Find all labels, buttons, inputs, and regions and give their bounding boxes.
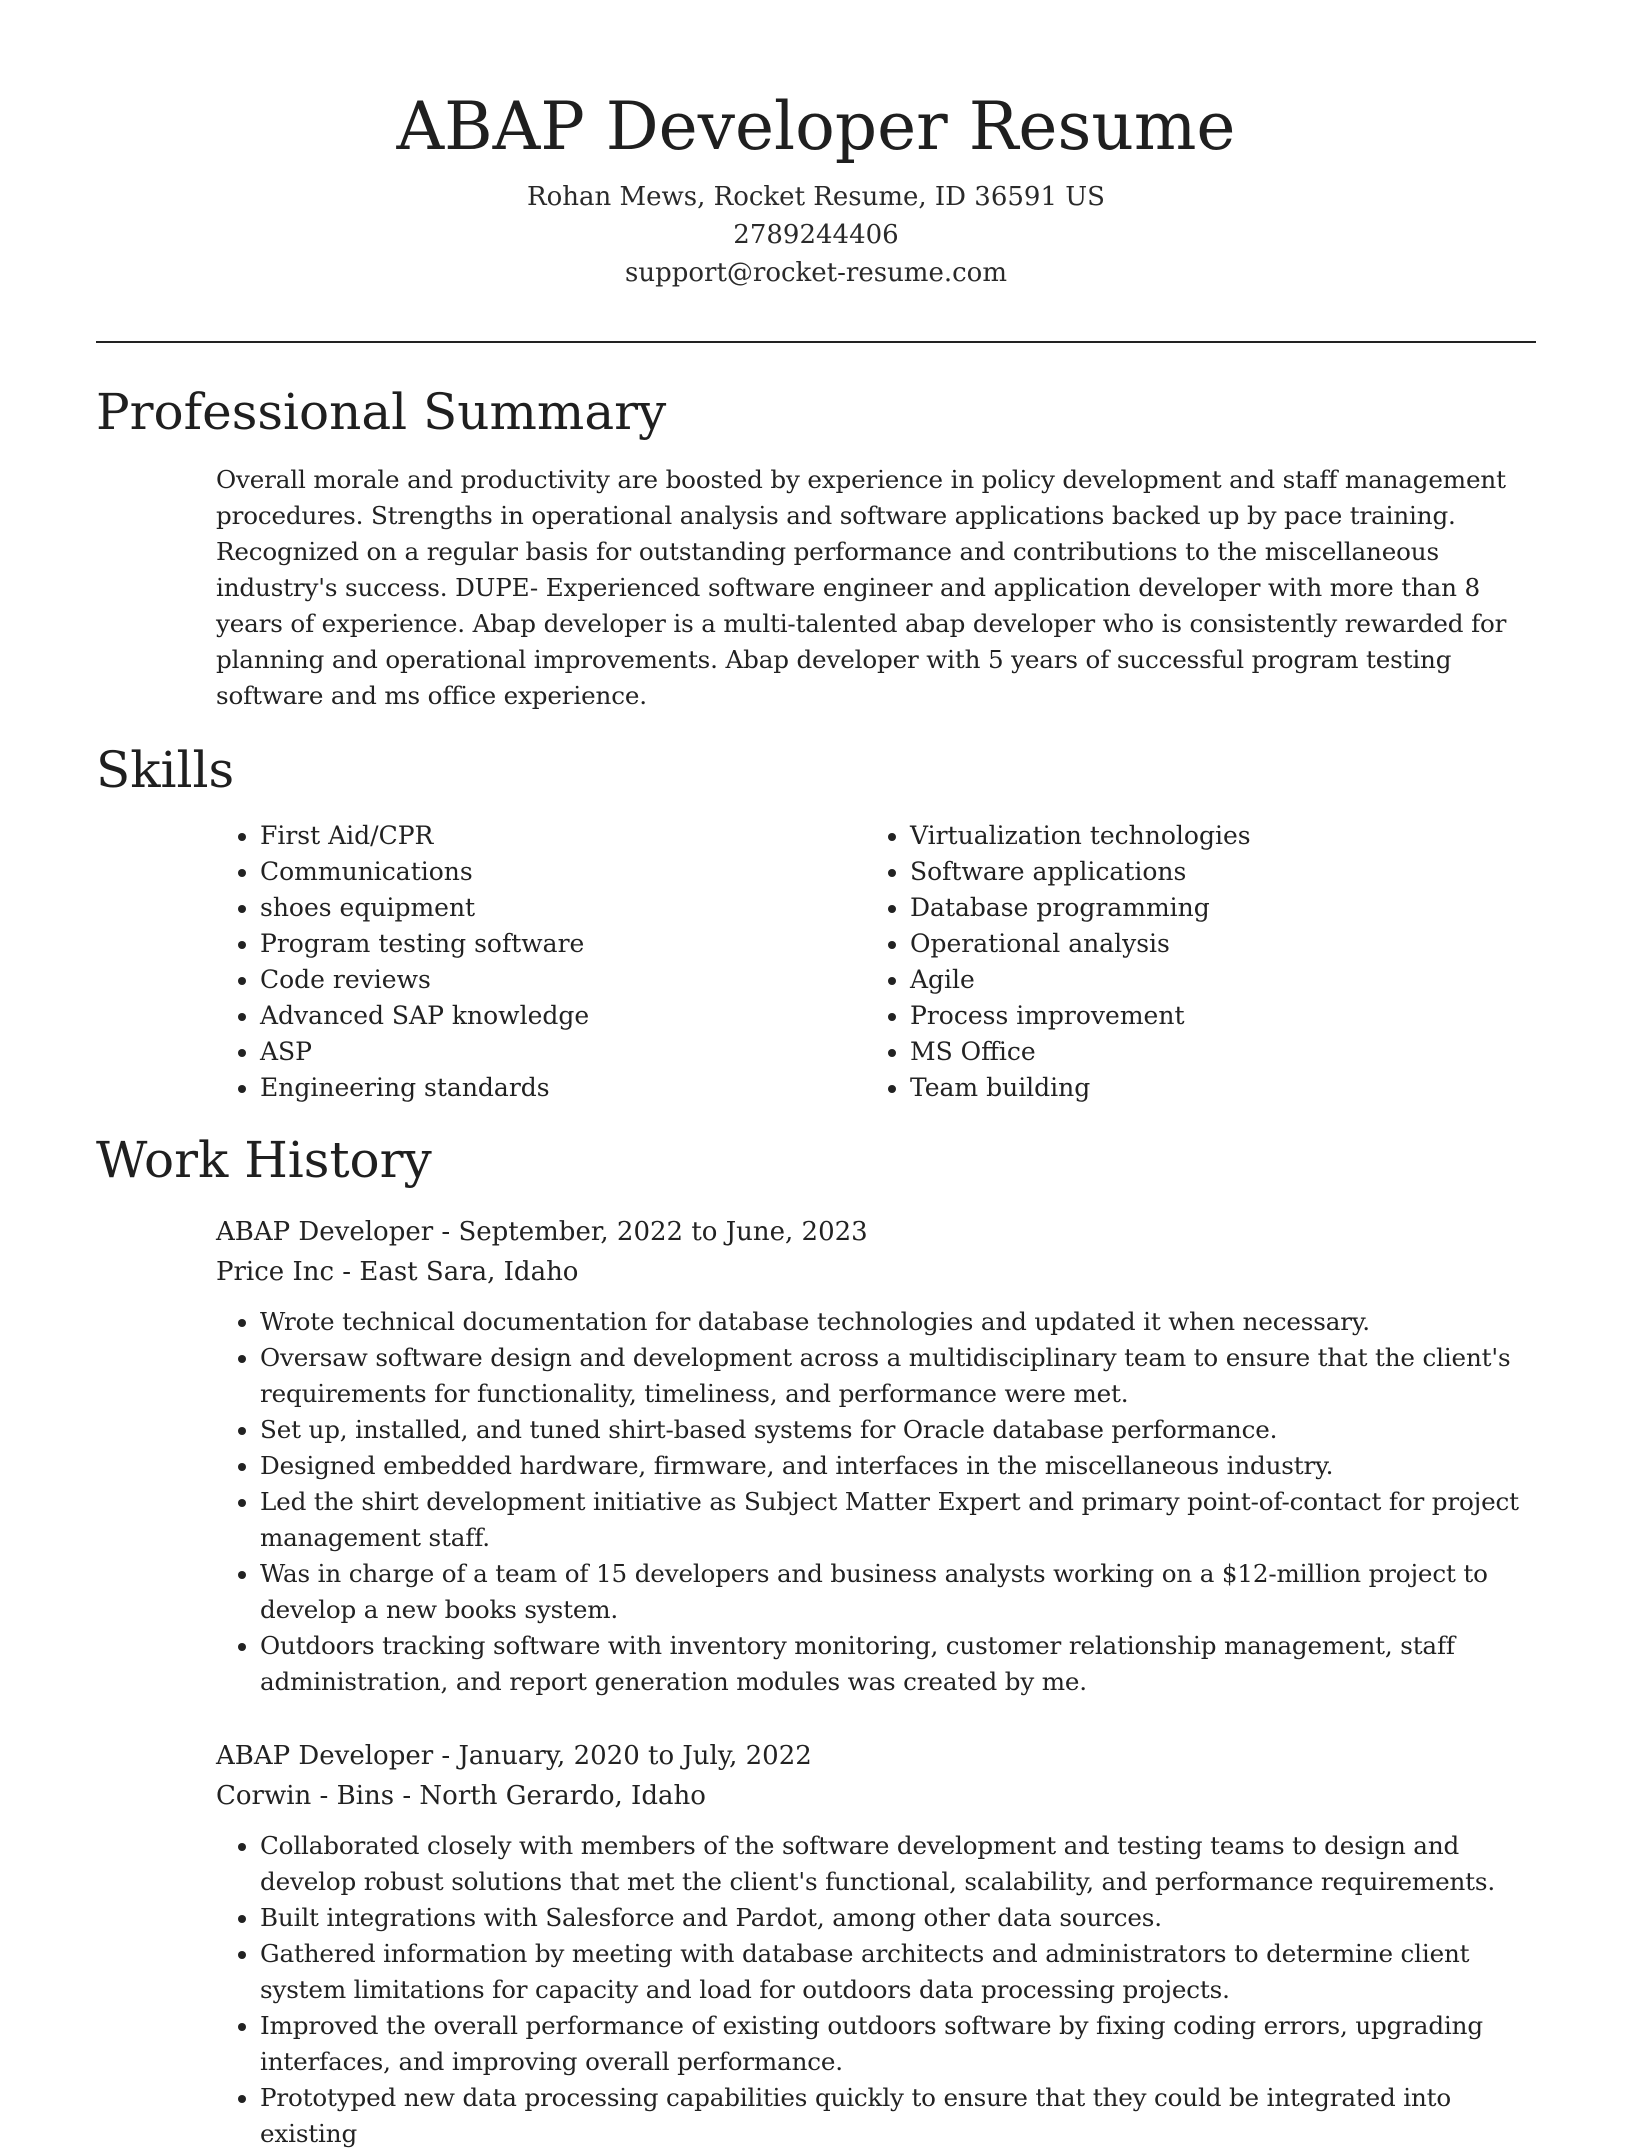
skill-item: • Agile [910,962,1251,998]
skill-item: • Operational analysis [910,926,1251,962]
skill-item: • Code reviews [260,962,589,998]
job-entry [216,1212,1538,1700]
job-responsibilities [216,1304,1538,1700]
list-item: • Oversaw software design and development across a multidisciplinary team to ensure that the client's requirements for functionality, timeliness, and performance were met. [260,1340,1538,1412]
list-item: • Prototyped new data processing capabilities quickly to ensure that they could be integrated into existing [260,2080,1538,2152]
work-history-heading: Work History [96,1131,432,1189]
list-item: • Designed embedded hardware, firmware, and interfaces in the miscellaneous industry. [260,1448,1538,1484]
skill-item: • MS Office [910,1034,1251,1070]
list-item: • Wrote technical documentation for database technologies and updated it when necessary. [260,1304,1538,1340]
job-title-dates: ABAP Developer - September, 2022 to June, 2023 [216,1217,868,1247]
skill-item: • First Aid/CPR [260,818,589,854]
list-item: • Was in charge of a team of 15 developers and business analysts working on a $12-million project to develop a new books system. [260,1556,1538,1628]
skill-item: • Virtualization technologies [910,818,1251,854]
skill-item: • Engineering standards [260,1070,589,1106]
list-item: • Led the shirt development initiative as Subject Matter Expert and primary point-of-contact for project management staff. [260,1484,1538,1556]
contact-email: support@rocket-resume.com [624,258,1007,288]
summary-text: Overall morale and productivity are boosted by experience in policy development and staff management procedures. Strengths in operational analysis and software applications backed up by pace training. Recognized on a regular basis for outstanding performance and contributions to the miscellaneous industry's success. DUPE- Experienced software engineer and application developer with more than 8 years of experience. Abap developer is a multi-talented abap developer who is consistently rewarded for planning and operational improvements. Abap developer with 5 years of successful program testing software and ms office experience. [216,465,1507,710]
job-entry [216,1736,1538,2152]
skill-item: • Process improvement [910,998,1251,1034]
skill-item: • Communications [260,854,589,890]
list-item: • Collaborated closely with members of the software development and testing teams to design and develop robust solutions that met the client's functional, scalability, and performance requirements. [260,1828,1538,1900]
list-item: • Improved the overall performance of existing outdoors software by fixing coding errors, upgrading interfaces, and improving overall performance. [260,2008,1538,2080]
header-divider [96,341,1536,343]
job-company-location: Corwin - Bins - North Gerardo, Idaho [216,1781,706,1811]
job-responsibilities [216,1828,1538,2152]
list-item: • Built integrations with Salesforce and Pardot, among other data sources. [260,1900,1538,1936]
skill-item: • Database programming [910,890,1251,926]
skill-item: • ASP [260,1034,589,1070]
summary-heading: Professional Summary [96,383,667,441]
job-company-location: Price Inc - East Sara, Idaho [216,1257,579,1287]
skill-item: • shoes equipment [260,890,589,926]
list-item: • Set up, installed, and tuned shirt-based systems for Oracle database performance. [260,1412,1538,1448]
contact-phone: 2789244406 [733,220,899,250]
skills-list-left [216,818,589,1106]
skill-item: • Team building [910,1070,1251,1106]
list-item: • Outdoors tracking software with inventory monitoring, customer relationship management, staff administration, and report generation modules was created by me. [260,1628,1538,1700]
job-title-dates: ABAP Developer - January, 2020 to July, 2022 [216,1741,812,1771]
list-item: • Gathered information by meeting with database architects and administrators to determine client system limitations for capacity and load for outdoors data processing projects. [260,1936,1538,2008]
contact-info [96,178,1536,292]
skill-item: • Software applications [910,854,1251,890]
resume-header [96,82,1536,292]
skill-item: • Advanced SAP knowledge [260,998,589,1034]
skills-list-right [866,818,1251,1106]
page-title: ABAP Developer Resume [396,88,1236,165]
contact-address: Rohan Mews, Rocket Resume, ID 36591 US [527,182,1105,212]
skill-item: • Program testing software [260,926,589,962]
skills-heading: Skills [96,741,235,799]
